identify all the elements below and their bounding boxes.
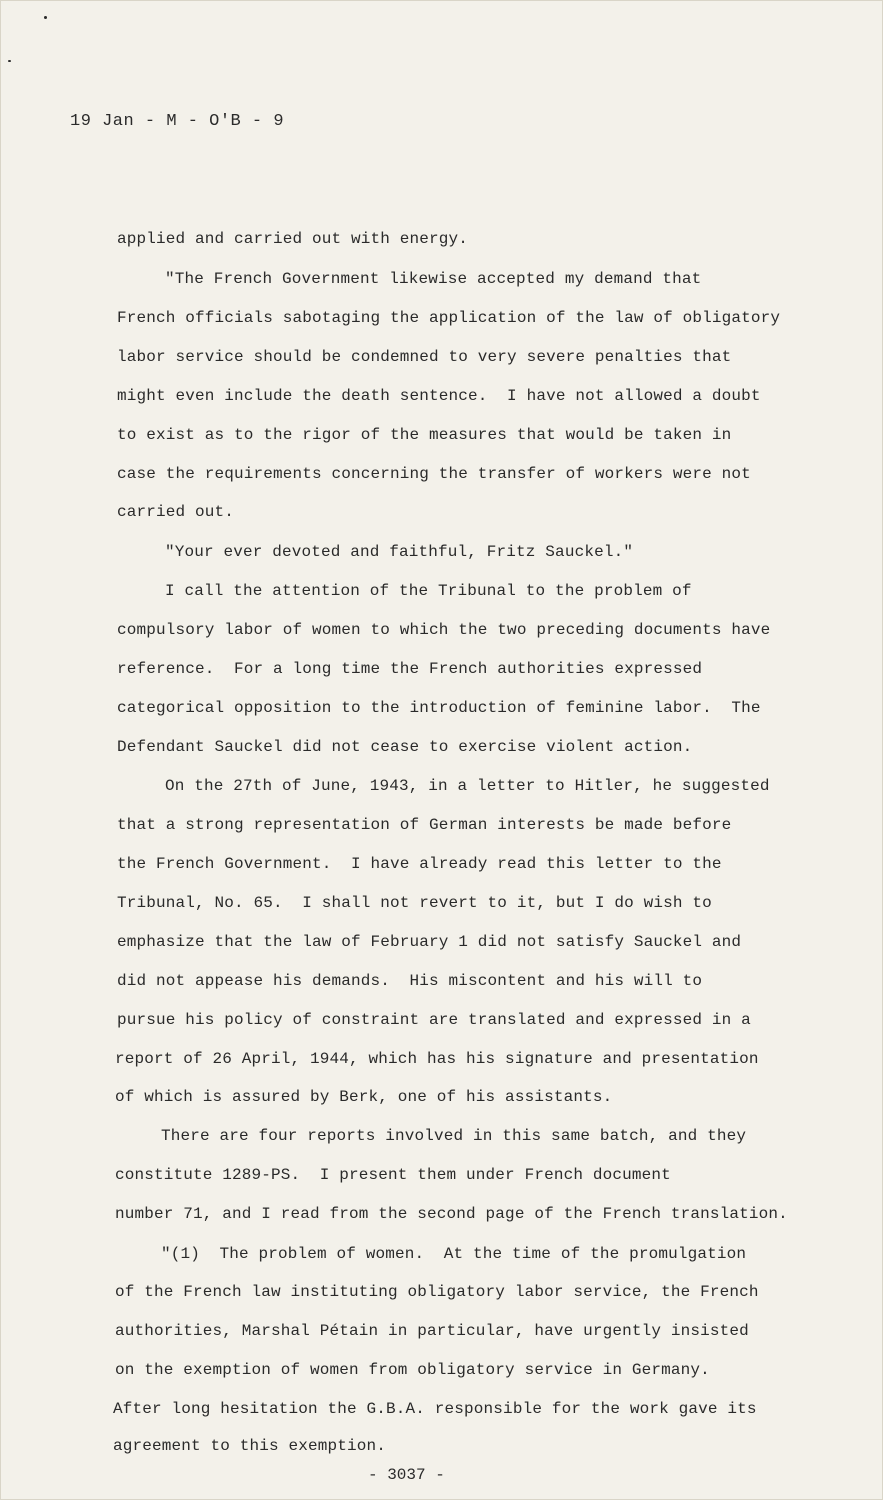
text-line: on the exemption of women from obligatory service in Germany. [115, 1361, 710, 1379]
text-line: case the requirements concerning the transfer of workers were not [117, 465, 751, 483]
text-line: applied and carried out with energy. [117, 230, 469, 248]
text-line: authorities, Marshal Pétain in particular, have urgently insisted [115, 1322, 749, 1340]
text-line: Tribunal, No. 65. I shall not revert to it, but I do wish to [117, 894, 712, 912]
scan-speck-mark [8, 60, 11, 62]
text-line: did not appease his demands. His miscontent and his will to [117, 972, 703, 990]
text-line: After long hesitation the G.B.A. responsible for the work gave its [113, 1400, 757, 1418]
text-line: compulsory labor of women to which the two preceding documents have [117, 621, 771, 639]
text-line: There are four reports involved in this same batch, and they [161, 1127, 747, 1145]
text-line: of which is assured by Berk, one of his assistants. [115, 1088, 613, 1106]
scan-speck-mark [44, 16, 47, 19]
text-line: I call the attention of the Tribunal to the problem of [165, 582, 692, 600]
text-line: to exist as to the rigor of the measures that would be taken in [117, 426, 732, 444]
text-line: Defendant Sauckel did not cease to exercise violent action. [117, 738, 693, 756]
page-reference-header: 19 Jan - M - O'B - 9 [70, 112, 285, 131]
text-line: On the 27th of June, 1943, in a letter to Hitler, he suggested [165, 777, 770, 795]
text-line: emphasize that the law of February 1 did not satisfy Sauckel and [117, 933, 742, 951]
text-line: "(1) The problem of women. At the time of the promulgation [161, 1245, 747, 1263]
text-line: pursue his policy of constraint are translated and expressed in a [117, 1011, 751, 1029]
text-line: report of 26 April, 1944, which has his signature and presentation [115, 1050, 759, 1068]
text-line: labor service should be condemned to very severe penalties that [117, 348, 732, 366]
text-line: might even include the death sentence. I have not allowed a doubt [117, 387, 761, 405]
text-line: French officials sabotaging the application of the law of obligatory [117, 309, 781, 327]
text-line: that a strong representation of German interests be made before [117, 816, 732, 834]
text-line: "Your ever devoted and faithful, Fritz Sauckel." [165, 543, 634, 561]
text-line: carried out. [117, 503, 235, 521]
text-line: the French Government. I have already read this letter to the [117, 855, 722, 873]
page-number: - 3037 - [368, 1466, 445, 1484]
text-line: "The French Government likewise accepted my demand that [165, 270, 702, 288]
text-line: number 71, and I read from the second page of the French translation. [115, 1205, 788, 1223]
text-line: reference. For a long time the French authorities expressed [117, 660, 703, 678]
text-line: agreement to this exemption. [113, 1437, 387, 1455]
text-line: categorical opposition to the introduction of feminine labor. The [117, 699, 761, 717]
text-line: of the French law instituting obligatory labor service, the French [115, 1283, 759, 1301]
text-line: constitute 1289-PS. I present them under French document [115, 1166, 671, 1184]
